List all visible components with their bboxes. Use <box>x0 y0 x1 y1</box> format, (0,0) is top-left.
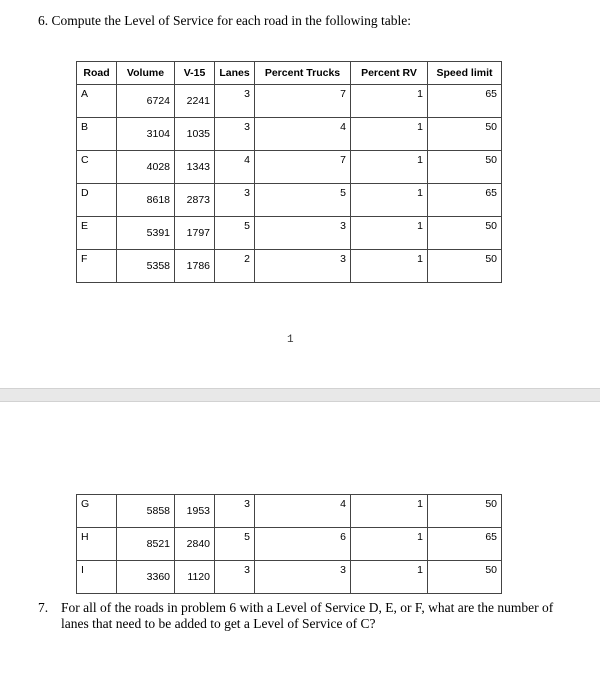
cell-volume: 5391 <box>117 217 175 250</box>
cell-speed-limit: 50 <box>428 250 502 283</box>
cell-speed-limit: 65 <box>428 85 502 118</box>
cell-percent-trucks: 4 <box>255 118 351 151</box>
cell-v15: 2840 <box>175 528 215 561</box>
cell-percent-trucks: 3 <box>255 561 351 594</box>
cell-speed-limit: 50 <box>428 495 502 528</box>
table-row <box>77 118 502 151</box>
problem-6-text: Compute the Level of Service for each road in the following table: <box>51 13 412 28</box>
header-lanes: Lanes <box>215 62 255 85</box>
cell-v15: 1120 <box>175 561 215 594</box>
header-volume: Volume <box>117 62 175 85</box>
header-v15: V-15 <box>175 62 215 85</box>
header-percent-rv: Percent RV <box>351 62 428 85</box>
cell-road: C <box>77 151 117 184</box>
problem-7-text: For all of the roads in problem 6 with a Level of Service D, E, or F, what are the number of lanes that need to be added to get a Level of Service of C? <box>61 600 554 631</box>
cell-road: A <box>77 85 117 118</box>
cell-lanes: 3 <box>215 561 255 594</box>
road-data-table-page-1 <box>76 61 502 283</box>
cell-speed-limit: 50 <box>428 118 502 151</box>
cell-percent-trucks: 7 <box>255 151 351 184</box>
cell-lanes: 5 <box>215 528 255 561</box>
table-row <box>77 250 502 283</box>
cell-v15: 1343 <box>175 151 215 184</box>
cell-volume: 8618 <box>117 184 175 217</box>
cell-v15: 2873 <box>175 184 215 217</box>
table-row <box>77 495 502 528</box>
cell-speed-limit: 50 <box>428 561 502 594</box>
page-number: 1 <box>287 334 294 346</box>
header-percent-trucks: Percent Trucks <box>255 62 351 85</box>
cell-volume: 3104 <box>117 118 175 151</box>
cell-percent-rv: 1 <box>351 118 428 151</box>
cell-lanes: 3 <box>215 85 255 118</box>
cell-percent-trucks: 7 <box>255 85 351 118</box>
cell-percent-rv: 1 <box>351 151 428 184</box>
header-road: Road <box>77 62 117 85</box>
header-speed-limit: Speed limit <box>428 62 502 85</box>
cell-percent-rv: 1 <box>351 495 428 528</box>
table-header-row <box>77 62 502 85</box>
cell-road: D <box>77 184 117 217</box>
cell-v15: 1035 <box>175 118 215 151</box>
table-row <box>77 217 502 250</box>
cell-road: B <box>77 118 117 151</box>
cell-speed-limit: 65 <box>428 184 502 217</box>
cell-v15: 2241 <box>175 85 215 118</box>
cell-percent-trucks: 3 <box>255 250 351 283</box>
road-data-table-page-2 <box>76 494 502 594</box>
table-row <box>77 528 502 561</box>
problem-7-number: 7. <box>38 600 49 615</box>
cell-percent-trucks: 3 <box>255 217 351 250</box>
cell-speed-limit: 65 <box>428 528 502 561</box>
cell-volume: 5858 <box>117 495 175 528</box>
cell-road: G <box>77 495 117 528</box>
cell-lanes: 3 <box>215 495 255 528</box>
cell-volume: 5358 <box>117 250 175 283</box>
cell-road: E <box>77 217 117 250</box>
cell-percent-trucks: 6 <box>255 528 351 561</box>
cell-percent-rv: 1 <box>351 250 428 283</box>
table-row <box>77 561 502 594</box>
cell-volume: 4028 <box>117 151 175 184</box>
cell-road: I <box>77 561 117 594</box>
table-row <box>77 151 502 184</box>
cell-speed-limit: 50 <box>428 217 502 250</box>
cell-percent-rv: 1 <box>351 561 428 594</box>
cell-volume: 3360 <box>117 561 175 594</box>
problem-6-question <box>38 13 411 29</box>
cell-percent-rv: 1 <box>351 528 428 561</box>
cell-v15: 1953 <box>175 495 215 528</box>
cell-v15: 1786 <box>175 250 215 283</box>
cell-percent-trucks: 5 <box>255 184 351 217</box>
cell-speed-limit: 50 <box>428 151 502 184</box>
cell-percent-trucks: 4 <box>255 495 351 528</box>
cell-volume: 8521 <box>117 528 175 561</box>
cell-v15: 1797 <box>175 217 215 250</box>
cell-percent-rv: 1 <box>351 217 428 250</box>
cell-lanes: 5 <box>215 217 255 250</box>
cell-lanes: 4 <box>215 151 255 184</box>
table-row <box>77 184 502 217</box>
cell-percent-rv: 1 <box>351 85 428 118</box>
cell-percent-rv: 1 <box>351 184 428 217</box>
cell-volume: 6724 <box>117 85 175 118</box>
cell-lanes: 3 <box>215 118 255 151</box>
cell-road: H <box>77 528 117 561</box>
cell-lanes: 3 <box>215 184 255 217</box>
table-row <box>77 85 502 118</box>
cell-road: F <box>77 250 117 283</box>
problem-6-number: 6. <box>38 13 49 28</box>
cell-lanes: 2 <box>215 250 255 283</box>
page-break-divider <box>0 388 600 402</box>
